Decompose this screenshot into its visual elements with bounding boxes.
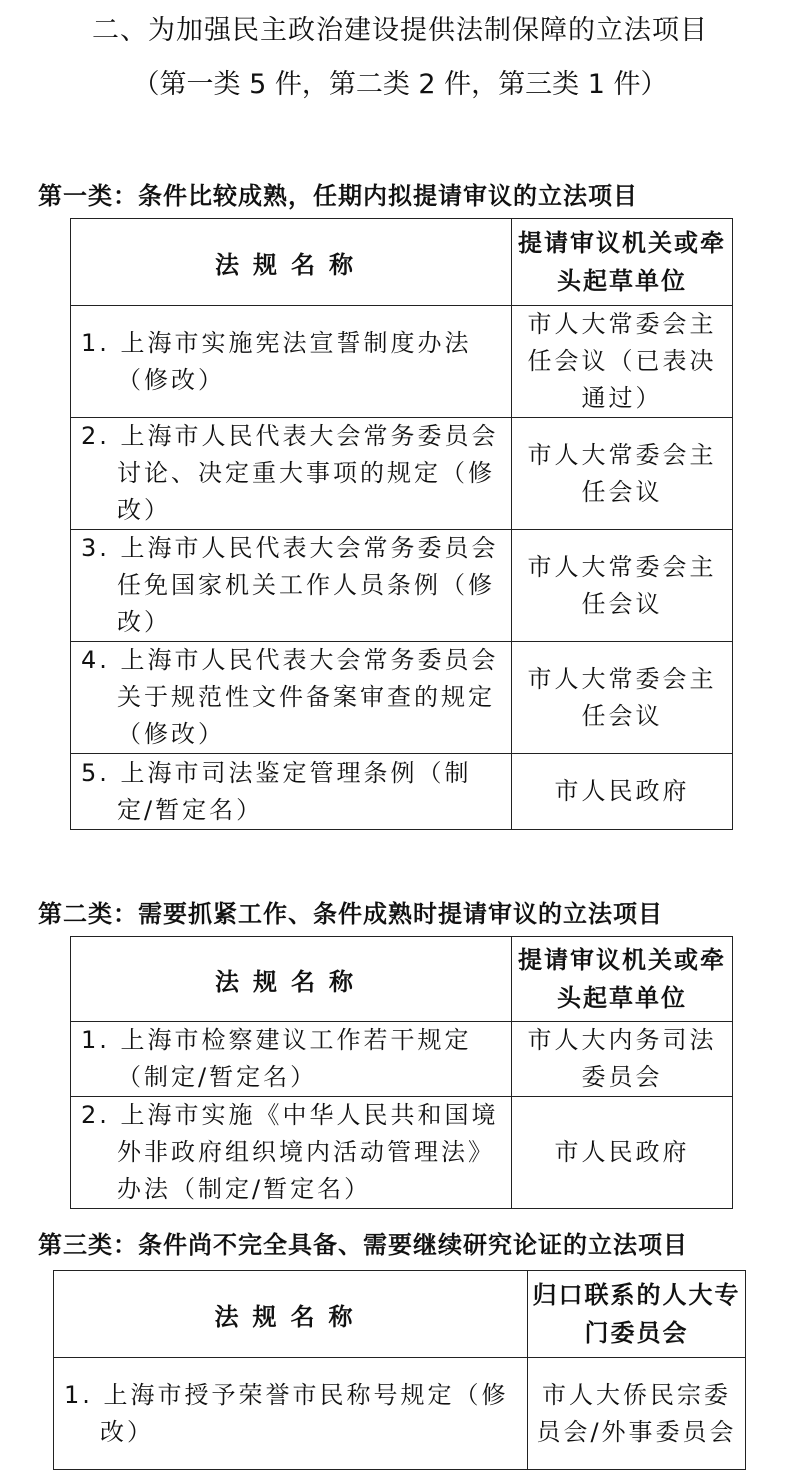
category-3-table: [53, 1270, 746, 1470]
law-name-cell: [71, 1097, 512, 1209]
law-org: 市人民政府: [512, 1097, 733, 1209]
law-org: 市人大侨民宗委员会/外事委员会: [528, 1358, 746, 1470]
law-name-cell: [54, 1358, 528, 1470]
table-row: [71, 754, 733, 830]
table-row: [71, 306, 733, 418]
law-name-cell: [71, 1022, 512, 1097]
table-header-row: [71, 937, 733, 1022]
page-subtitle: （第一类 5 件，第二类 2 件，第三类 1 件）: [132, 69, 668, 100]
law-name-cell: [71, 754, 512, 830]
table-header-row: [54, 1271, 746, 1358]
law-org: 市人民政府: [512, 754, 733, 830]
law-name-cell: [71, 642, 512, 754]
table-row: [54, 1358, 746, 1470]
category-1-heading: 第一类：条件比较成熟，任期内拟提请审议的立法项目: [38, 182, 638, 210]
column-header-org: 提请审议机关或牵头起草单位: [512, 219, 733, 306]
law-name-cell: [71, 418, 512, 530]
category-2-table: [70, 936, 733, 1209]
law-name: 1. 上海市检察建议工作若干规定（制定/暂定名）: [81, 1026, 472, 1091]
law-org: 市人大常委会主任会议（已表决通过）: [512, 306, 733, 418]
law-org: 市人大常委会主任会议: [512, 530, 733, 642]
law-org: 市人大常委会主任会议: [512, 418, 733, 530]
law-name: 2. 上海市实施《中华人民共和国境外非政府组织境内活动管理法》办法（制定/暂定名）: [81, 1101, 499, 1203]
law-name: 1. 上海市授予荣誉市民称号规定（修改）: [64, 1380, 509, 1446]
law-name: 3. 上海市人民代表大会常务委员会任免国家机关工作人员条例（修改）: [81, 534, 499, 636]
page-title: 二、为加强民主政治建设提供法制保障的立法项目: [92, 15, 708, 46]
law-name-cell: [71, 530, 512, 642]
table-row: [71, 418, 733, 530]
law-name: 4. 上海市人民代表大会常务委员会关于规范性文件备案审查的规定（修改）: [81, 646, 499, 748]
table-row: [71, 530, 733, 642]
law-name: 2. 上海市人民代表大会常务委员会讨论、决定重大事项的规定（修改）: [81, 422, 499, 524]
column-header-name: 法规名称: [54, 1271, 528, 1358]
column-header-name: 法规名称: [71, 937, 512, 1022]
law-name-cell: [71, 306, 512, 418]
category-3-heading: 第三类：条件尚不完全具备、需要继续研究论证的立法项目: [38, 1231, 688, 1259]
column-header-org: 提请审议机关或牵头起草单位: [512, 937, 733, 1022]
table-row: [71, 1022, 733, 1097]
law-name: 5. 上海市司法鉴定管理条例（制定/暂定名）: [81, 758, 472, 824]
law-org: 市人大常委会主任会议: [512, 642, 733, 754]
category-1-table: [70, 218, 733, 830]
category-2-heading: 第二类：需要抓紧工作、条件成熟时提请审议的立法项目: [38, 900, 663, 928]
table-header-row: [71, 219, 733, 306]
column-header-name: 法规名称: [71, 219, 512, 306]
table-row: [71, 642, 733, 754]
law-org: 市人大内务司法委员会: [512, 1022, 733, 1097]
table-row: [71, 1097, 733, 1209]
law-name: 1. 上海市实施宪法宣誓制度办法（修改）: [81, 328, 472, 394]
column-header-org: 归口联系的人大专门委员会: [528, 1271, 746, 1358]
